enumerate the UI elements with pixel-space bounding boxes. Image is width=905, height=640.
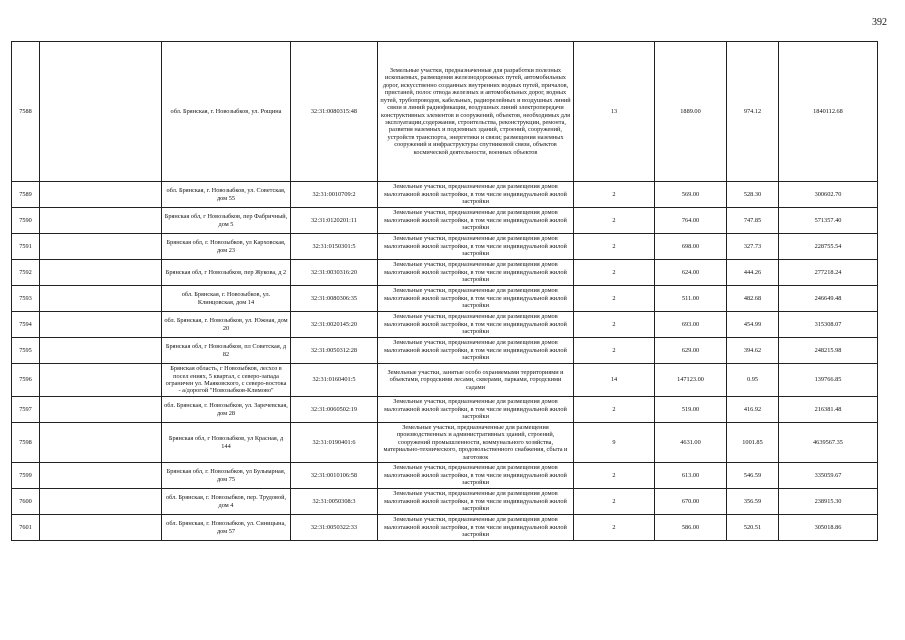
address-cell: обл. Брянская, г. Новозыбков, ул. Южная, дом 20 — [162, 312, 291, 338]
cadastral-number-cell: 32:31:0060502:19 — [291, 397, 378, 423]
land-use-cell: Земельные участки, предназначенные для размещения домов малоэтажной жилой застройки, в том числе индивидуальной жилой застройки — [378, 397, 574, 423]
use-code-cell: 2 — [574, 463, 655, 489]
land-register-table — [11, 41, 878, 541]
row-number: 7593 — [12, 286, 40, 312]
spacer-cell — [40, 260, 162, 286]
area-cell: 519.00 — [655, 397, 727, 423]
spacer-cell — [40, 423, 162, 463]
cadastral-value-cell: 246649.48 — [779, 286, 878, 312]
cadastral-value-cell: 216381.48 — [779, 397, 878, 423]
area-cell: 693.00 — [655, 312, 727, 338]
row-number: 7590 — [12, 208, 40, 234]
cadastral-value-cell: 305018.86 — [779, 515, 878, 541]
table-row — [12, 312, 878, 338]
unit-value-cell: 394.62 — [727, 338, 779, 364]
address-cell: обл. Брянская, г. Новозыбков, ул. Заречевская, дом 28 — [162, 397, 291, 423]
table-row — [12, 463, 878, 489]
table-row — [12, 338, 878, 364]
land-use-cell: Земельные участки, предназначенные для размещения домов малоэтажной жилой застройки, в том числе индивидуальной жилой застройки — [378, 338, 574, 364]
row-number: 7600 — [12, 489, 40, 515]
address-cell: Брянская обл, г. Новозыбков, ул Бульварная, дом 75 — [162, 463, 291, 489]
row-number: 7595 — [12, 338, 40, 364]
cadastral-number-cell: 32:31:0150301:5 — [291, 234, 378, 260]
table-row — [12, 182, 878, 208]
address-cell: обл. Брянская, г. Новозыбков, ул. Советская, дом 55 — [162, 182, 291, 208]
cadastral-value-cell: 228755.54 — [779, 234, 878, 260]
use-code-cell: 2 — [574, 397, 655, 423]
land-use-cell: Земельные участки, занятые особо охраняемыми территориями и объектами, городскими лесами, скверами, парками, городскими садами — [378, 364, 574, 397]
use-code-cell: 2 — [574, 208, 655, 234]
land-use-cell: Земельные участки, предназначенные для размещения домов малоэтажной жилой застройки, в том числе индивидуальной жилой застройки — [378, 463, 574, 489]
address-cell: обл. Брянская, г. Новозыбков, ул. Рощина — [162, 42, 291, 182]
land-use-cell: Земельные участки, предназначенные для размещения домов малоэтажной жилой застройки, в том числе индивидуальной жилой застройки — [378, 208, 574, 234]
row-number: 7597 — [12, 397, 40, 423]
cadastral-number-cell: 32:31:0120201:11 — [291, 208, 378, 234]
use-code-cell: 2 — [574, 260, 655, 286]
use-code-cell: 2 — [574, 338, 655, 364]
table-row — [12, 397, 878, 423]
table-row — [12, 364, 878, 397]
spacer-cell — [40, 338, 162, 364]
cadastral-value-cell: 335059.67 — [779, 463, 878, 489]
cadastral-number-cell: 32:31:0010106:58 — [291, 463, 378, 489]
cadastral-value-cell: 277218.24 — [779, 260, 878, 286]
unit-value-cell: 546.59 — [727, 463, 779, 489]
address-cell: обл. Брянская, г. Новозыбков, пер. Трудовой, дом 4 — [162, 489, 291, 515]
area-cell: 4631.00 — [655, 423, 727, 463]
unit-value-cell: 528.30 — [727, 182, 779, 208]
register-body — [12, 42, 878, 541]
cadastral-value-cell: 4639567.35 — [779, 423, 878, 463]
row-number: 7594 — [12, 312, 40, 338]
unit-value-cell: 1001.85 — [727, 423, 779, 463]
land-use-cell: Земельные участки, предназначенные для размещения производственных и административных зданий, строений, сооружений промышленности, коммунального хозяйства, материально-технического, продовольственного снабжения, сбыта и заготовок — [378, 423, 574, 463]
area-cell: 511.00 — [655, 286, 727, 312]
address-cell: Брянская обл, г Новозыбков, пер Жукова, д 2 — [162, 260, 291, 286]
spacer-cell — [40, 397, 162, 423]
spacer-cell — [40, 286, 162, 312]
spacer-cell — [40, 515, 162, 541]
use-code-cell: 2 — [574, 182, 655, 208]
cadastral-number-cell: 32:31:0020145:20 — [291, 312, 378, 338]
unit-value-cell: 747.85 — [727, 208, 779, 234]
spacer-cell — [40, 182, 162, 208]
table-row — [12, 260, 878, 286]
address-cell: Брянская обл, г Новозыбков, пл Советская, д 82 — [162, 338, 291, 364]
address-cell: Брянская обл, г. Новозыбков, ул Карховская, дом 23 — [162, 234, 291, 260]
cadastral-number-cell: 32:31:0080315:48 — [291, 42, 378, 182]
table-row — [12, 42, 878, 182]
cadastral-value-cell: 571357.40 — [779, 208, 878, 234]
row-number: 7588 — [12, 42, 40, 182]
spacer-cell — [40, 489, 162, 515]
area-cell: 147123.00 — [655, 364, 727, 397]
spacer-cell — [40, 364, 162, 397]
cadastral-value-cell: 1840112.68 — [779, 42, 878, 182]
area-cell: 698.00 — [655, 234, 727, 260]
row-number: 7598 — [12, 423, 40, 463]
cadastral-number-cell: 32:31:0190401:6 — [291, 423, 378, 463]
address-cell: Брянская область, г Новозыбков, лесхоз в посел ениях, 5 квартал, с северо-запада ограничен ул. Маяковского, с северо-востока - а/дорогой "Новозыбков-Климово" — [162, 364, 291, 397]
area-cell: 629.00 — [655, 338, 727, 364]
use-code-cell: 2 — [574, 489, 655, 515]
table-row — [12, 423, 878, 463]
land-use-cell: Земельные участки, предназначенные для размещения домов малоэтажной жилой застройки, в том числе индивидуальной жилой застройки — [378, 489, 574, 515]
cadastral-value-cell: 315308.07 — [779, 312, 878, 338]
spacer-cell — [40, 42, 162, 182]
use-code-cell: 2 — [574, 286, 655, 312]
unit-value-cell: 356.59 — [727, 489, 779, 515]
page-number: 392 — [872, 17, 887, 28]
land-use-cell: Земельные участки, предназначенные для разработки полезных ископаемых, размещения железнодорожных путей, автомобильных дорог, искусственно созданных внутренних водных путей, причалов, пристаней, полос отвода железных и автомобильных дорог, водных путей, трубопроводов, кабельных, радиорелейных и воздушных линий связи и линий радиофикации, воздушных линий электропередачи конструктивных элементов и сооружений, объектов, необходимых для эксплуатации,содержания, строительства, реконструкции, ремонта, развития наземных и подземных зданий, строений, сооружений, устройств транспорта, энергетики и связи; размещения наземных сооружений и инфраструктуры спутниковой связи, объектов космической деятельности, военных объектов — [378, 42, 574, 182]
unit-value-cell: 444.26 — [727, 260, 779, 286]
use-code-cell: 2 — [574, 312, 655, 338]
use-code-cell: 13 — [574, 42, 655, 182]
use-code-cell: 9 — [574, 423, 655, 463]
spacer-cell — [40, 234, 162, 260]
unit-value-cell: 327.73 — [727, 234, 779, 260]
cadastral-number-cell: 32:31:0050312:28 — [291, 338, 378, 364]
address-cell: Брянская обл, г Новозыбков, пер Фабричный, дом 5 — [162, 208, 291, 234]
cadastral-value-cell: 139766.85 — [779, 364, 878, 397]
area-cell: 624.00 — [655, 260, 727, 286]
table-row — [12, 515, 878, 541]
unit-value-cell: 454.99 — [727, 312, 779, 338]
cadastral-number-cell: 32:31:0080306:35 — [291, 286, 378, 312]
unit-value-cell: 482.68 — [727, 286, 779, 312]
cadastral-number-cell: 32:31:0050308:3 — [291, 489, 378, 515]
unit-value-cell: 974.12 — [727, 42, 779, 182]
spacer-cell — [40, 463, 162, 489]
land-use-cell: Земельные участки, предназначенные для размещения домов малоэтажной жилой застройки, в том числе индивидуальной жилой застройки — [378, 182, 574, 208]
spacer-cell — [40, 208, 162, 234]
unit-value-cell: 520.51 — [727, 515, 779, 541]
row-number: 7591 — [12, 234, 40, 260]
unit-value-cell: 416.92 — [727, 397, 779, 423]
table-row — [12, 489, 878, 515]
use-code-cell: 14 — [574, 364, 655, 397]
cadastral-number-cell: 32:31:0160401:5 — [291, 364, 378, 397]
use-code-cell: 2 — [574, 234, 655, 260]
row-number: 7601 — [12, 515, 40, 541]
address-cell: Брянская обл, г Новозыбков, ул Красная, д 144 — [162, 423, 291, 463]
row-number: 7599 — [12, 463, 40, 489]
row-number: 7596 — [12, 364, 40, 397]
land-use-cell: Земельные участки, предназначенные для размещения домов малоэтажной жилой застройки, в том числе индивидуальной жилой застройки — [378, 312, 574, 338]
cadastral-value-cell: 248215.98 — [779, 338, 878, 364]
area-cell: 1889.00 — [655, 42, 727, 182]
use-code-cell: 2 — [574, 515, 655, 541]
row-number: 7592 — [12, 260, 40, 286]
land-use-cell: Земельные участки, предназначенные для размещения домов малоэтажной жилой застройки, в том числе индивидуальной жилой застройки — [378, 234, 574, 260]
table-row — [12, 208, 878, 234]
spacer-cell — [40, 312, 162, 338]
table-row — [12, 234, 878, 260]
land-use-cell: Земельные участки, предназначенные для размещения домов малоэтажной жилой застройки, в том числе индивидуальной жилой застройки — [378, 286, 574, 312]
address-cell: обл. Брянская, г. Новозыбков, ул. Синицына, дом 57 — [162, 515, 291, 541]
area-cell: 670.00 — [655, 489, 727, 515]
cadastral-value-cell: 238915.30 — [779, 489, 878, 515]
cadastral-number-cell: 32:31:0010709:2 — [291, 182, 378, 208]
table-row — [12, 286, 878, 312]
land-use-cell: Земельные участки, предназначенные для размещения домов малоэтажной жилой застройки, в том числе индивидуальной жилой застройки — [378, 260, 574, 286]
cadastral-number-cell: 32:31:0050322:33 — [291, 515, 378, 541]
row-number: 7589 — [12, 182, 40, 208]
area-cell: 764.00 — [655, 208, 727, 234]
cadastral-value-cell: 300602.70 — [779, 182, 878, 208]
unit-value-cell: 0.95 — [727, 364, 779, 397]
land-use-cell: Земельные участки, предназначенные для размещения домов малоэтажной жилой застройки, в том числе индивидуальной жилой застройки — [378, 515, 574, 541]
address-cell: обл. Брянская, г. Новозыбков, ул. Клинцовская, дом 14 — [162, 286, 291, 312]
area-cell: 586.00 — [655, 515, 727, 541]
cadastral-number-cell: 32:31:0030316:20 — [291, 260, 378, 286]
area-cell: 613.00 — [655, 463, 727, 489]
area-cell: 569.00 — [655, 182, 727, 208]
